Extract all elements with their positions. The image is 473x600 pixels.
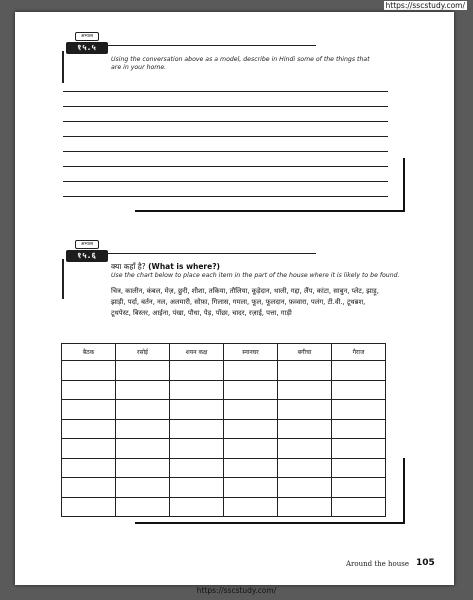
chart-cell	[278, 361, 332, 381]
heading-hindi: क्या कहाँ है?	[111, 262, 146, 271]
column-header-garage: गैराज	[332, 344, 386, 361]
section-bottom-rule	[135, 522, 405, 524]
chart-cell	[116, 458, 170, 478]
chart-row	[62, 458, 386, 478]
chart-cell	[170, 497, 224, 517]
chart-cell	[224, 380, 278, 400]
chart-cell	[332, 439, 386, 459]
writing-line	[63, 151, 388, 152]
chart-cell	[332, 497, 386, 517]
heading-english: (What is where?)	[148, 262, 220, 271]
chart-row	[62, 497, 386, 517]
chart-row	[62, 419, 386, 439]
chart-cell	[332, 380, 386, 400]
chart-cell	[224, 419, 278, 439]
chart-cell	[278, 458, 332, 478]
chart-cell	[116, 400, 170, 420]
bracket-right	[403, 158, 405, 212]
column-header-living-room: बैठक	[62, 344, 116, 361]
chart-cell	[332, 458, 386, 478]
chart-cell	[332, 419, 386, 439]
chart-cell	[224, 497, 278, 517]
section-bottom-rule	[135, 210, 405, 212]
chart-body	[62, 361, 386, 517]
exercise-number: १५.५	[66, 42, 108, 54]
source-url-bottom[interactable]: https://sscstudy.com/	[196, 586, 277, 595]
word-list: चित्र, कालीन, कंबल, मेज़, छुरी, शीशा, तकिया, तौलिया, कूड़ेदान, थाली, गद्दा, लैंप, कांटा, साबुन, प्लेट, झाड़ू, झाड़ी, पर्दा, बर्तन, नल, अलमारी, सोफ़ा, गिलास, गमला, फूल, फूलदान, फ़व्वारा, पलंग, टी.वी., टूथब्रश, टूथपेस्ट, बिस्तर, आईना, पंखा, पौधा, पेड़, पोंछा, चादर, रज़ाई, पत्ता, गाड़ी	[111, 287, 379, 317]
chart-cell	[278, 380, 332, 400]
chart-cell	[278, 419, 332, 439]
chart-cell	[62, 458, 116, 478]
chart-cell	[224, 361, 278, 381]
writing-line	[63, 196, 388, 197]
exercise-heading	[111, 262, 220, 272]
writing-line	[63, 136, 388, 137]
chart-cell	[116, 361, 170, 381]
bracket-left	[62, 51, 64, 83]
chart-cell	[170, 458, 224, 478]
column-header-kitchen: रसोई	[116, 344, 170, 361]
chart-cell	[224, 439, 278, 459]
chart-cell	[62, 361, 116, 381]
page-number: 105	[416, 558, 435, 568]
chart-cell	[224, 400, 278, 420]
chart-cell	[170, 361, 224, 381]
chart-cell	[116, 439, 170, 459]
chart-cell	[62, 419, 116, 439]
chart-cell	[62, 497, 116, 517]
chart-cell	[224, 478, 278, 498]
chart-cell	[278, 400, 332, 420]
chart-cell	[62, 478, 116, 498]
exercise-label: अभ्यास	[75, 32, 99, 41]
room-chart	[61, 343, 386, 517]
exercise-badge-15-6	[66, 240, 108, 262]
chart-row	[62, 439, 386, 459]
chart-cell	[116, 497, 170, 517]
column-header-garden: बगीचा	[278, 344, 332, 361]
chart-cell	[116, 380, 170, 400]
chart-cell	[170, 380, 224, 400]
column-header-bathroom: स्नानघर	[224, 344, 278, 361]
chart-header-row	[62, 344, 386, 361]
chart-cell	[170, 400, 224, 420]
source-url-top[interactable]: https://sscstudy.com/	[385, 1, 465, 10]
chart-cell	[332, 361, 386, 381]
column-header-bedroom: शयन कक्ष	[170, 344, 224, 361]
chart-cell	[170, 439, 224, 459]
writing-line	[63, 166, 388, 167]
writing-line	[63, 91, 388, 92]
chart-cell	[170, 419, 224, 439]
chart-cell	[116, 419, 170, 439]
writing-line	[63, 106, 388, 107]
chart-cell	[170, 478, 224, 498]
chart-cell	[278, 439, 332, 459]
chart-cell	[332, 478, 386, 498]
chart-row	[62, 478, 386, 498]
chart-row	[62, 380, 386, 400]
exercise-badge-15-5	[66, 32, 108, 54]
exercise-instruction: Use the chart below to place each item in the part of the house where it is likely to be found.	[111, 272, 400, 279]
chart-cell	[62, 439, 116, 459]
chart-cell	[224, 458, 278, 478]
badge-rule	[108, 45, 316, 46]
footer-chapter-title: Around the house	[346, 560, 409, 568]
writing-line	[63, 181, 388, 182]
chart-cell	[62, 380, 116, 400]
exercise-label: अभ्यास	[75, 240, 99, 249]
chart-cell	[332, 400, 386, 420]
workbook-page	[15, 12, 454, 585]
chart-cell	[62, 400, 116, 420]
writing-line	[63, 121, 388, 122]
chart-row	[62, 400, 386, 420]
chart-cell	[116, 478, 170, 498]
badge-rule	[108, 253, 316, 254]
bracket-left	[62, 259, 64, 299]
chart-cell	[278, 478, 332, 498]
bracket-right	[403, 458, 405, 524]
chart-row	[62, 361, 386, 381]
exercise-instruction: Using the conversation above as a model, describe in Hindi some of the things that are in your home.	[111, 56, 370, 71]
exercise-number: १५.६	[66, 250, 108, 262]
chart-cell	[278, 497, 332, 517]
